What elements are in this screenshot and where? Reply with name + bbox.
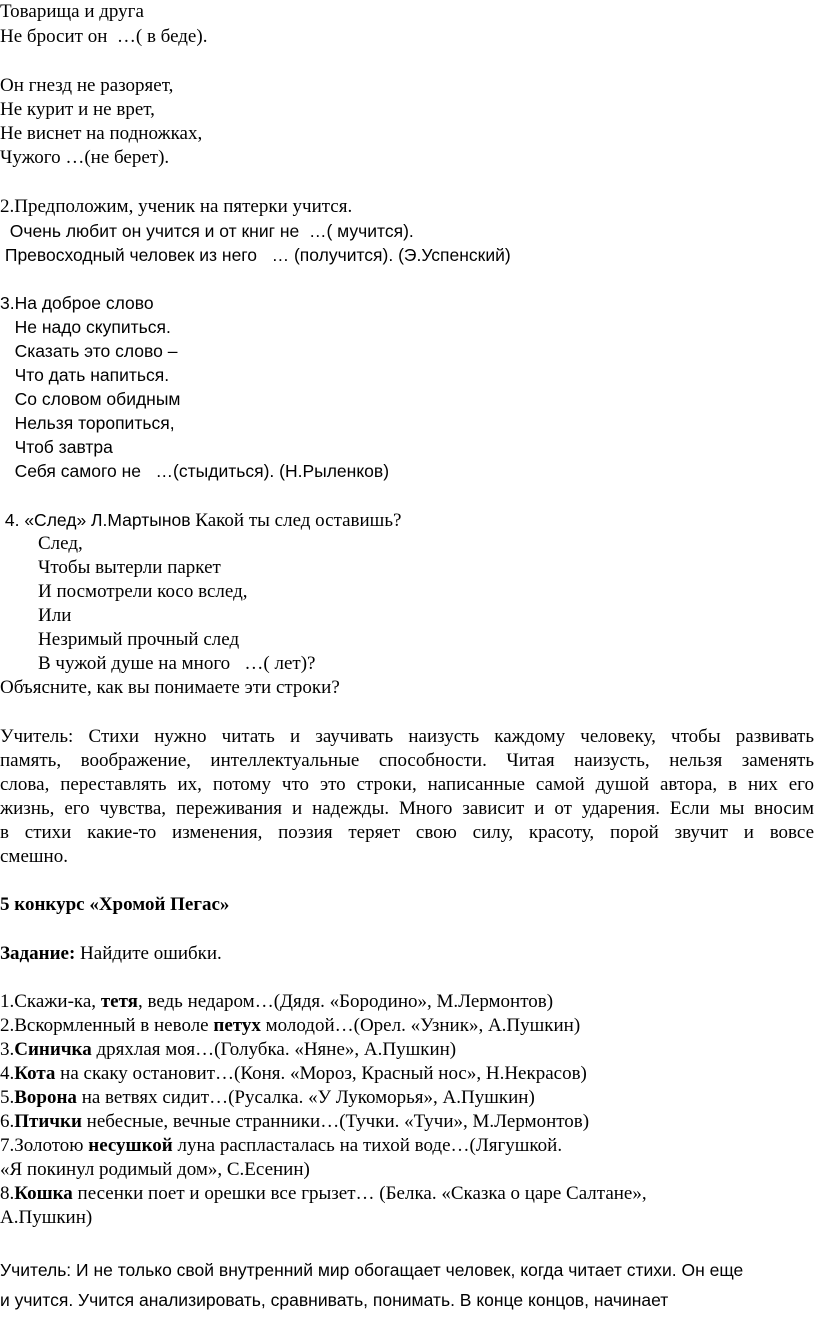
error-item-suffix: песенки поет и орешки все грызет… (Белка. «Сказка о царе Салтане»,	[72, 1183, 647, 1204]
poem-line: Товарища и друга	[0, 1, 144, 22]
item4-question: Объясните, как вы понимаете эти строки?	[0, 677, 340, 698]
poem-line: Он гнезд не разоряет,	[0, 75, 174, 96]
error-item-prefix: 7.Золотою	[0, 1135, 89, 1156]
error-item-continuation	[0, 1158, 310, 1182]
error-item	[0, 1086, 535, 1110]
error-item-prefix: 1.Скажи-ка,	[0, 991, 101, 1012]
item4-line: И посмотрели косо вслед,	[0, 581, 248, 602]
error-item-prefix: А.Пушкин)	[0, 1207, 93, 1228]
error-item-suffix: на скаку остановит…(Коня. «Мороз, Красный нос», Н.Некрасов)	[55, 1063, 587, 1084]
item3-line: Что дать напиться.	[0, 365, 170, 385]
error-item-prefix: 5.	[0, 1087, 15, 1108]
item3-line: Сказать это слово –	[0, 341, 178, 361]
error-item-continuation	[0, 1206, 92, 1230]
error-item-prefix: 4.	[0, 1063, 15, 1084]
error-item	[0, 1038, 456, 1062]
error-item-suffix: дряхлая моя…(Голубка. «Няне», А.Пушкин)	[91, 1039, 457, 1060]
error-item	[0, 1014, 580, 1038]
error-item-prefix: 2.Вскормленный в неволе	[0, 1015, 214, 1036]
error-item	[0, 1182, 647, 1206]
item4-line: Чтобы вытерли паркет	[0, 557, 221, 578]
item3-line: Себя самого не …(стыдиться). (Н.Рыленков)	[0, 461, 390, 481]
item4-line: Или	[0, 605, 72, 626]
item4-heading	[0, 508, 401, 533]
error-item	[0, 1062, 587, 1086]
poem-line: Не виснет на подножках,	[0, 123, 203, 144]
item3-line: Чтоб завтра	[0, 437, 113, 457]
item4-line: В чужой душе на много …( лет)?	[0, 653, 316, 674]
poem-line: Не курит и не врет,	[0, 99, 155, 120]
error-item	[0, 1134, 562, 1158]
error-item	[0, 1110, 589, 1134]
error-item-prefix: «Я покинул родимый дом», С.Есенин)	[0, 1159, 310, 1180]
teacher-paragraph-line: память, воображение, интеллектуальные способности. Читая наизусть, нельзя заменять	[0, 750, 814, 771]
teacher-paragraph-line: смешно.	[0, 846, 68, 867]
error-item-suffix: небесные, вечные странники…(Тучки. «Тучи», М.Лермонтов)	[81, 1111, 590, 1132]
item4-heading-question: Какой ты след оставишь?	[190, 510, 402, 531]
item3-line: 3.На доброе слово	[0, 293, 154, 313]
teacher-paragraph-line: жизнь, его чувства, переживания и надежды. Много зависит и от ударения. Если мы вносим	[0, 798, 814, 819]
teacher-paragraph-line: Учитель: И не только свой внутренний мир обогащает человек, когда читает стихи. Он еще	[0, 1260, 744, 1280]
teacher-paragraph-line: и учится. Учится анализировать, сравнивать, понимать. В конце концов, начинает	[0, 1290, 669, 1310]
error-item-wrong-word: Синичка	[14, 1039, 92, 1060]
contest-title	[0, 893, 229, 917]
item3-line: Не надо скупиться.	[0, 317, 171, 337]
task-line	[0, 942, 222, 966]
poem-line: Не бросит он …( в беде).	[0, 26, 208, 47]
error-item-wrong-word: несушкой	[88, 1135, 173, 1156]
item2-line: Очень любит он учится и от книг не …( мучится).	[0, 221, 414, 241]
error-item-suffix: на ветвях сидит…(Русалка. «У Лукоморья», А.Пушкин)	[76, 1087, 535, 1108]
item2-line: 2.Предположим, ученик на пятерки учится.	[0, 196, 353, 217]
error-item-suffix: луна распласталась на тихой воде…(Лягушкой.	[172, 1135, 563, 1156]
task-text: Найдите ошибки.	[75, 943, 222, 964]
error-item-suffix: , ведь недаром…(Дядя. «Бородино», М.Лермонтов)	[137, 991, 554, 1012]
error-item-wrong-word: Ворона	[14, 1087, 77, 1108]
item2-line: Превосходный человек из него … (получится). (Э.Успенский)	[0, 245, 511, 265]
error-item-wrong-word: тетя	[100, 991, 138, 1012]
item4-heading-author: 4. «След» Л.Мартынов	[0, 510, 191, 530]
item3-line: Со словом обидным	[0, 389, 181, 409]
item4-line: След,	[0, 533, 83, 554]
contest-title-text: 5 конкурс «Хромой Пегас»	[0, 894, 230, 915]
error-item	[0, 990, 553, 1014]
teacher-paragraph-line: Учитель: Стихи нужно читать и заучивать наизусть каждому человеку, чтобы развивать	[0, 726, 814, 747]
poem-line: Чужого …(не берет).	[0, 147, 170, 168]
error-item-wrong-word: Кошка	[14, 1183, 73, 1204]
error-item-prefix: 6.	[0, 1111, 15, 1132]
error-item-prefix: 3.	[0, 1039, 15, 1060]
error-item-suffix: молодой…(Орел. «Узник», А.Пушкин)	[260, 1015, 581, 1036]
task-label: Задание:	[0, 943, 76, 964]
teacher-paragraph-line: в стихи какие-то изменения, поэзия теряет свою силу, красоту, порой звучит и вовсе	[0, 822, 814, 843]
error-item-wrong-word: Кота	[14, 1063, 56, 1084]
error-item-prefix: 8.	[0, 1183, 15, 1204]
error-item-wrong-word: Птички	[14, 1111, 82, 1132]
teacher-paragraph-line: слова, переставлять их, потому что это строки, написанные самой душой автора, в них его	[0, 774, 814, 795]
item3-line: Нельзя торопиться,	[0, 413, 175, 433]
error-item-wrong-word: петух	[213, 1015, 261, 1036]
item4-line: Незримый прочный след	[0, 629, 240, 650]
